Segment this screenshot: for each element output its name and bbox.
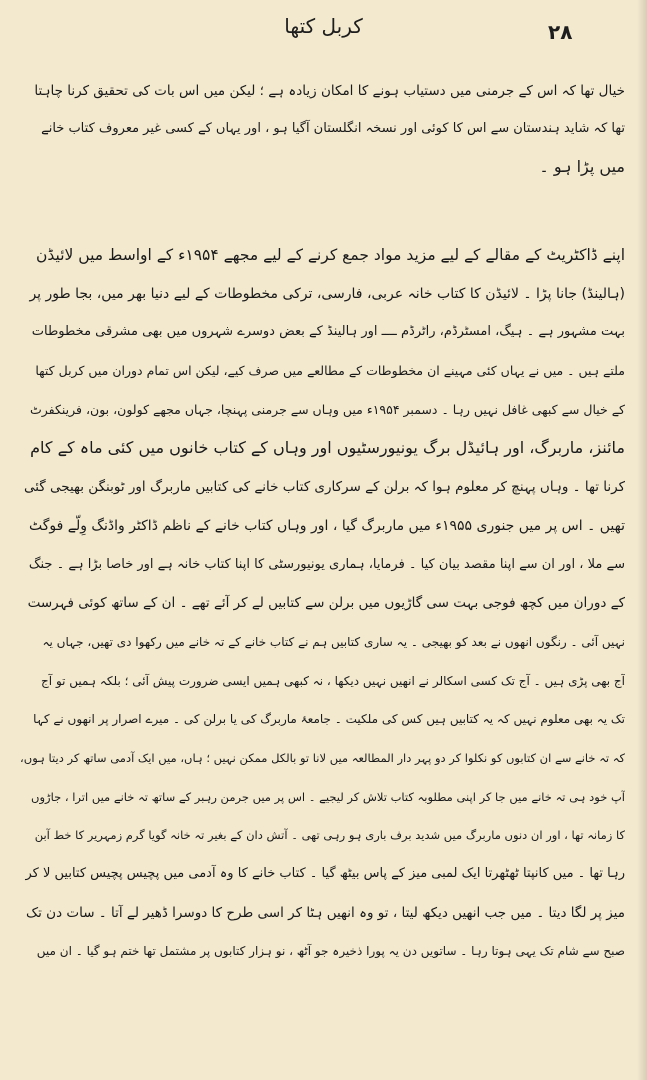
page-edge-shadow: [637, 0, 647, 1080]
text-line: کے دوران میں کچھ فوجی بہت سی گاڑیوں میں برلن سے کتابیں لے کر آئے تھے ۔ ان کے ساتھ کوئی فہرست: [27, 595, 625, 612]
text-line: اپنے ڈاکٹریٹ کے مقالے کے لیے مزید مواد جمع کرنے کے لیے مجھے ۱۹۵۴ء کے اواسط میں لائیڈن: [36, 246, 625, 264]
text-line: کہ تہ خانے سے ان کتابوں کو نکلوا کر دو پہر دار المطالعہ میں لانا تو بالکل ممکن نہیں ؛ ہاں، میں ایک آدمی ساتھ کر دیتا ہوں،: [20, 750, 625, 765]
paragraph-2: [20, 236, 625, 971]
text-line: خیال تھا کہ اس کے جرمنی میں دستیاب ہونے کا امکان زیادہ ہے ؛ لیکن میں اس بات کی تحقیق کرنا چاہتا: [34, 83, 625, 99]
text-line: (ہالینڈ) جانا پڑا ۔ لائیڈن کا کتاب خانہ عربی، فارسی، ترکی مخطوطات کے لیے دنیا بھر میں، بجا طور پر: [29, 285, 625, 302]
text-line: تھیں ۔ اس پر میں جنوری ۱۹۵۵ء میں ماربرگ گیا ، اور وہاں کتاب خانے کے ناظم ڈاکٹر واڈنگ وِلّے فوگٹ: [28, 517, 625, 534]
text-line: سے ملا ، اور ان سے اپنا مقصد بیان کیا ۔ فرمایا، ہماری یونیورسٹی کا اپنا کتاب خانہ ہے اور خاصا بڑا ہے ۔ جنگ: [28, 556, 625, 572]
text-line: آپ خود ہی تہ خانے میں جا کر اپنی مطلوبہ کتاب تلاش کر لیجیے ۔ اس پر میں جرمن رہبر کے ساتھ تہ خانے میں اترا ، جاڑوں: [31, 789, 625, 804]
text-line: نہیں آئی ۔ رنگوں انھوں نے بعد کو بھیجی ۔ یہ ساری کتابیں ہم نے کتاب خانے کے تہ خانے میں رکھوا دی تھیں، جہاں یہ: [42, 634, 625, 649]
text-line: میز پر لگا دیتا ۔ میں جب انھیں دیکھ لیتا ، تو وہ انھیں ہٹا کر اسی طرح کا دوسرا ڈھیر لے آتا ۔ سات دن تک: [26, 904, 625, 921]
paragraph-1: [20, 72, 625, 186]
running-title: کربل کتھا: [284, 14, 363, 38]
text-line: کے خیال سے کبھی غافل نہیں رہا ۔ دسمبر ۱۹۵۴ء میں وہاں سے جرمنی پہنچا، جہاں مجھے کولون، بون، فرینکفرٹ: [30, 401, 625, 417]
text-line: تک یہ بھی معلوم نہیں کہ یہ کتابیں ہیں کس کی ملکیت ۔ جامعۂ ماربرگ کی یا برلن کی ۔ میرے اصرار پر انھوں نے کہا: [33, 712, 625, 727]
text-line: رہا تھا ۔ میں کانپتا ٹھٹھرتا ایک لمبی میز کے پاس بیٹھ گیا ۔ کتاب خانے کا وہ آدمی میں پچیس پچیس کتابیں لا کر: [25, 866, 625, 881]
text-line: بہت مشہور ہے ۔ ہیگ، امسٹرڈم، راٹرڈم ــــ اور ہالینڈ کے بعض دوسرے شہروں میں بھی مشرقی مخطوطات: [31, 324, 625, 340]
text-line: ملتے ہیں ۔ میں نے یہاں کئی مہینے ان مخطوطات کے مطالعے میں صرف کیے، لیکن اس تمام دوران میں کربل کتھا: [35, 363, 625, 379]
text-line: کا زمانہ تھا ، اور ان دنوں ماربرگ میں شدید برف باری ہو رہی تھی ۔ آتش دان کے بغیر تہ خانہ گویا گرم زمہریر کا خط آبن: [34, 828, 625, 843]
text-line: میں پڑا ہو ۔: [539, 157, 625, 176]
text-line: صبح سے شام تک یہی ہوتا رہا ۔ ساتویں دن یہ پورا ذخیرہ جو آٹھ ، نو ہزار کتابوں پر مشتمل تھا ختم ہو گیا ۔ ان میں: [36, 944, 625, 959]
text-line: آج بھی پڑی ہیں ۔ آج تک کسی اسکالر نے انھیں نہیں دیکھا ، نہ کبھی ہمیں ایسی ضرورت پیش آئی ؛ بلکہ ہمیں تو آج: [41, 673, 625, 688]
page-number: ۲۸: [548, 20, 573, 44]
text-line: کرنا تھا ۔ وہاں پہنچ کر معلوم ہوا کہ برلن کے سرکاری کتاب خانے کی کتابیں ماربرگ اور ٹوبنگن بھیجی گئی: [23, 479, 625, 496]
text-line: تھا کہ شاید ہندستان سے اس کا کوئی اور نسخہ انگلستان آگیا ہو ، اور یہاں کے کسی غیر معروف کتاب خانے: [41, 121, 625, 136]
text-line: مائنز، ماربرگ، اور ہائیڈل برگ یونیورسٹیوں اور وہاں کے کتاب خانوں میں کئی ماہ کے کام: [30, 438, 625, 458]
